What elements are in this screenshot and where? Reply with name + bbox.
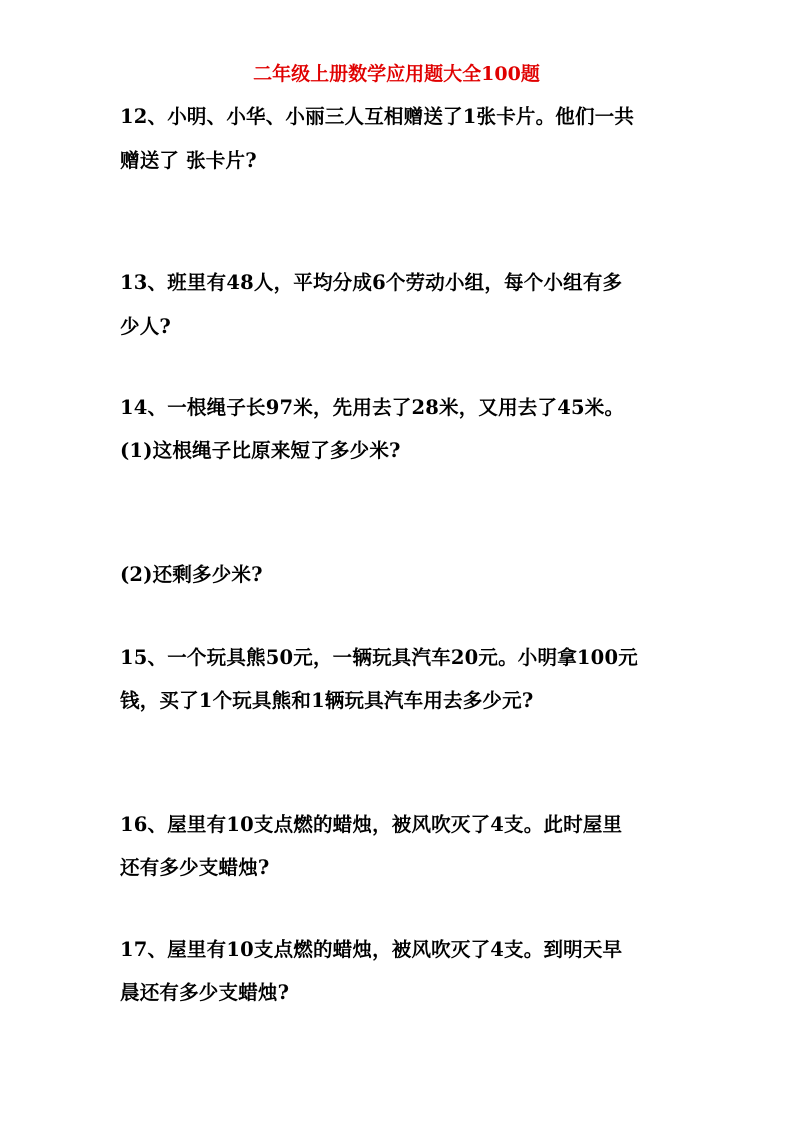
problem-12-line-1: 12、小明、小华、小丽三人互相赠送了1张卡片。他们一共	[120, 105, 635, 128]
problem-17-line-2: 晨还有多少支蜡烛?	[120, 981, 290, 1004]
problem-14-line-1: 14、一根绳子长97米，先用去了28米，又用去了45米。	[120, 396, 625, 419]
problem-17-line-1: 17、屋里有10支点燃的蜡烛，被风吹灭了4支。到明天早	[120, 938, 623, 961]
problem-14-sub-question: (2)还剩多少米?	[120, 563, 263, 586]
problem-15-line-1: 15、一个玩具熊50元，一辆玩具汽车20元。小明拿100元	[120, 646, 638, 669]
document-title: 二年级上册数学应用题大全100题	[253, 63, 540, 85]
problem-16-line-1: 16、屋里有10支点燃的蜡烛，被风吹灭了4支。此时屋里	[120, 813, 623, 836]
problem-13-line-1: 13、班里有48人，平均分成6个劳动小组，每个小组有多	[120, 271, 623, 294]
problem-15-line-2: 钱，买了1个玩具熊和1辆玩具汽车用去多少元?	[120, 689, 534, 712]
problem-14-line-2: (1)这根绳子比原来短了多少米?	[120, 439, 401, 462]
problem-12-line-2: 赠送了 张卡片?	[120, 149, 257, 172]
problem-13-line-2: 少人?	[120, 315, 172, 338]
problem-16-line-2: 还有多少支蜡烛?	[120, 856, 270, 879]
